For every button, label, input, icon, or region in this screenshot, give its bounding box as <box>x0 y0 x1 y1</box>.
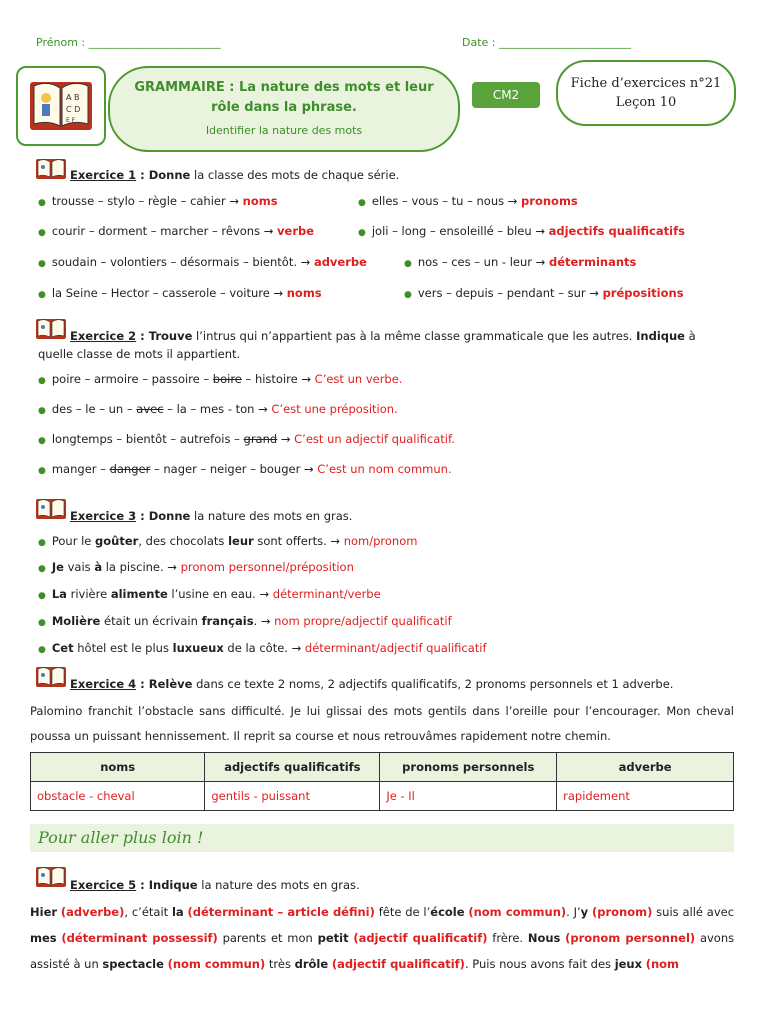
exercise-book-icon <box>34 316 68 342</box>
date-field: Date : ________________________ <box>462 36 631 49</box>
table-cell: obstacle - cheval <box>31 782 205 811</box>
table-cell: gentils - puissant <box>205 782 380 811</box>
lesson-title-box <box>108 66 460 152</box>
svg-text:A B: A B <box>66 93 80 102</box>
ex4-label: Exercice 4 <box>70 677 137 691</box>
svg-text:C D: C D <box>66 105 81 114</box>
lesson-title-line2: rôle dans la phrase. <box>211 100 357 115</box>
ex5-heading: Exercice 5 : Indique la nature des mots en gras. <box>70 878 360 892</box>
ex1-verb: Donne <box>148 168 191 182</box>
ex1-heading: Exercice 1 : Donne la classe des mots de chaque série. <box>70 168 400 182</box>
ex2-line: ● des – le – un – avec – la – mes - ton → C’est une préposition. <box>38 402 398 416</box>
level-badge: CM2 <box>472 82 540 108</box>
exercise-book-icon <box>34 156 68 182</box>
lesson-title-line1: GRAMMAIRE : La nature des mots et leur <box>134 80 434 95</box>
ex4-heading: Exercice 4 : Relève dans ce texte 2 noms, 2 adjectifs qualificatifs, 2 pronoms personnels et 1 adverbe. <box>70 677 674 691</box>
exercise-book-icon <box>34 664 68 690</box>
ex1-label: Exercice 1 <box>70 168 137 182</box>
ex4-answer-table <box>30 752 734 811</box>
table-header: pronoms personnels <box>380 753 557 782</box>
ex1-item: ● vers – depuis – pendant – sur → prépositions <box>404 286 684 300</box>
ex2-label: Exercice 2 <box>70 329 137 343</box>
fiche-box <box>556 60 736 126</box>
ex1-instruction: la classe des mots de chaque série. <box>194 168 400 182</box>
ex3-heading: Exercice 3 : Donne la nature des mots en gras. <box>70 509 353 523</box>
table-cell: Je - Il <box>380 782 557 811</box>
ex3-label: Exercice 3 <box>70 509 137 523</box>
ex1-item: ● elles – vous – tu – nous → pronoms <box>358 194 578 208</box>
fiche-number: Fiche d’exercices n°21 <box>570 76 722 91</box>
further-banner: Pour aller plus loin ! <box>30 824 734 852</box>
ex1-item: ● la Seine – Hector – casserole – voiture → noms <box>38 286 322 300</box>
svg-text:E F: E F <box>66 117 76 124</box>
open-book-icon <box>18 68 104 144</box>
book-logo <box>16 66 106 146</box>
ex2-verb: Trouve <box>148 329 193 343</box>
ex1-item: ● nos – ces – un - leur → déterminants <box>404 255 637 269</box>
ex1-item: ● joli – long – ensoleillé – bleu → adjectifs qualificatifs <box>358 224 685 238</box>
ex3-line: ● Je vais à la piscine. → pronom personnel/préposition <box>38 560 354 574</box>
ex5-label: Exercice 5 <box>70 878 137 892</box>
ex1-item: ● trousse – stylo – règle – cahier → noms <box>38 194 278 208</box>
ex1-item: ● courir – dorment – marcher – rêvons → verbe <box>38 224 315 238</box>
exercise-book-icon <box>34 496 68 522</box>
ex2-line: ● poire – armoire – passoire – boire – histoire → C’est un verbe. <box>38 372 403 386</box>
exercise-book-icon <box>34 864 68 890</box>
table-header: adjectifs qualificatifs <box>205 753 380 782</box>
table-cell: rapidement <box>557 782 734 811</box>
ex4-text: Palomino franchit l’obstacle sans difficulté. Je lui glissai des mots gentils dans l’oreille pour l’encourager. Mon cheval poussa un puissant hennissement. Il reprit sa course et nous retrouvâmes rapidement notre chemin. <box>30 704 734 743</box>
ex3-line: ● Pour le goûter, des chocolats leur sont offerts. → nom/pronom <box>38 534 418 548</box>
lesson-number: Leçon 10 <box>615 95 677 110</box>
table-header: noms <box>31 753 205 782</box>
ex2-instruction-cont: quelle classe de mots il appartient. <box>38 347 241 361</box>
lesson-subtitle: Identifier la nature des mots <box>205 124 363 137</box>
ex1-item: ● soudain – volontiers – désormais – bientôt. → adverbe <box>38 255 367 269</box>
prenom-field: Prénom : ________________________ <box>36 36 221 49</box>
ex3-line: ● La rivière alimente l’usine en eau. → déterminant/verbe <box>38 587 381 601</box>
ex3-line: ● Molière était un écrivain français. → nom propre/adjectif qualificatif <box>38 614 452 628</box>
ex3-line: ● Cet hôtel est le plus luxueux de la côte. → déterminant/adjectif qualificatif <box>38 641 487 655</box>
ex2-line: ● longtemps – bientôt – autrefois – grand → C’est un adjectif qualificatif. <box>38 432 455 446</box>
ex2-heading: Exercice 2 : Trouve l’intrus qui n’appartient pas à la même classe grammaticale que les autres. Indique à <box>70 329 696 343</box>
ex5-paragraph: Hier (adverbe), c’était la (déterminant – article défini) fête de l’école (nom commun). J’y (pronom) suis allé avec mes (déterminant possessif) parents et mon petit (adjectif qualificatif) frère. Nous (pronom personnel) avons assisté à un spectacle (nom commun) très drôle (adjectif qualificatif). Puis nous avons fait des jeux (nom <box>30 905 735 971</box>
ex2-line: ● manger – danger – nager – neiger – bouger → C’est un nom commun. <box>38 462 452 476</box>
table-header: adverbe <box>557 753 734 782</box>
